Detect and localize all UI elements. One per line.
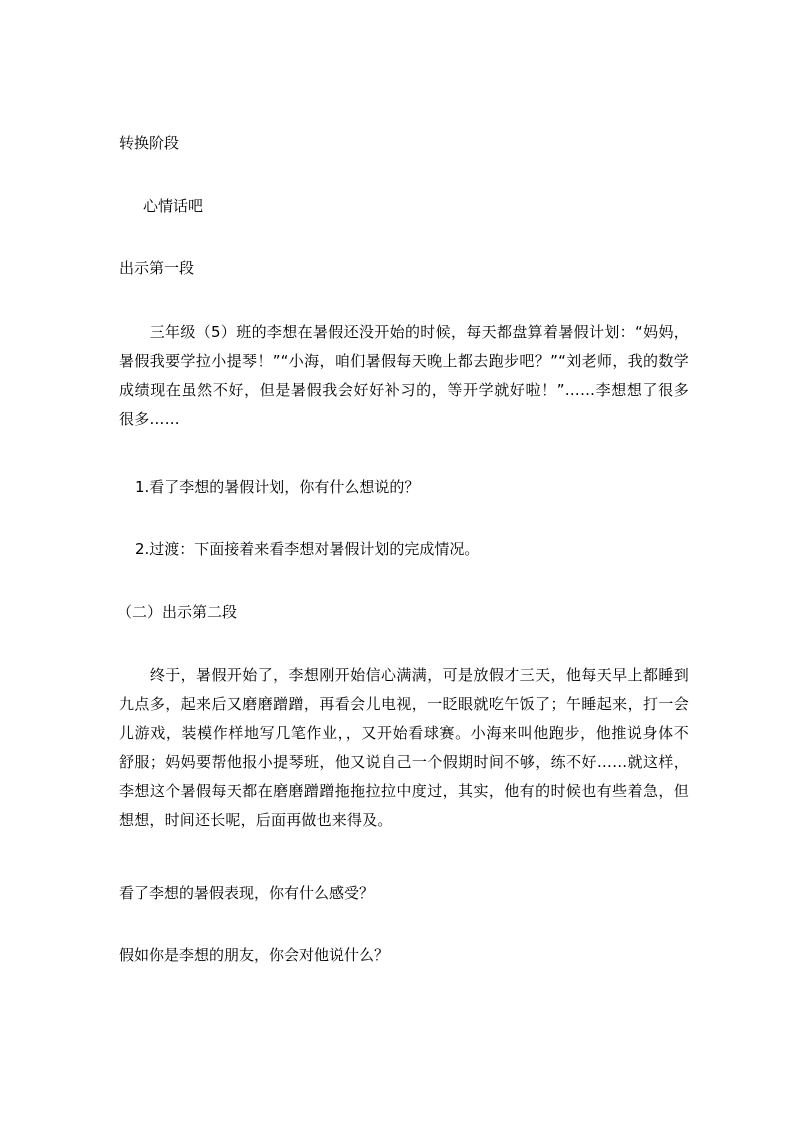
heading-heart-talk: 心情话吧: [143, 197, 204, 215]
question-4: 假如你是李想的朋友，你会对他说什么？: [119, 946, 390, 964]
paragraph-1: [119, 318, 689, 434]
paragraph-2-indent: [119, 666, 150, 684]
paragraph-1-indent: [119, 323, 150, 341]
question-2: 2.过渡：下面接着来看李想对暑假计划的完成情况。: [135, 540, 480, 558]
paragraph-2-text: 终于，暑假开始了，李想刚开始信心满满，可是放假才三天，他每天早上都睡到九点多，起来后又磨磨蹭蹭，再看会儿电视，一眨眼就吃午饭了；午睡起来，打一会儿游戏，装模作样地写几笔作业，，又开始看球赛。小海来叫他跑步，他推说身体不舒服；妈妈要帮他报小提琴班，他又说自己一个假期时间不够，练不好……就这样，李想这个暑假每天都在磨磨蹭蹭拖拖拉拉中度过，其实，他有的时候也有些着急，但想想，时间还长呢，后面再做也来得及。: [119, 666, 689, 829]
heading-section-2: （二）出示第二段: [117, 603, 238, 621]
paragraph-1-text: 三年级（5）班的李想在暑假还没开始的时候，每天都盘算着暑假计划：“妈妈，暑假我要学拉小提琴！”“小海，咱们暑假每天晚上都去跑步吧？”“刘老师，我的数学成绩现在虽然不好，但是暑假我会好好补习的，等开学就好啦！”……李想想了很多很多……: [119, 323, 689, 428]
heading-section-1: 出示第一段: [119, 259, 195, 277]
question-1: 1.看了李想的暑假计划，你有什么想说的？: [135, 478, 420, 496]
paragraph-2: [119, 661, 689, 835]
heading-transition: 转换阶段: [119, 134, 180, 152]
question-3: 看了李想的暑假表现，你有什么感受？: [119, 884, 375, 902]
